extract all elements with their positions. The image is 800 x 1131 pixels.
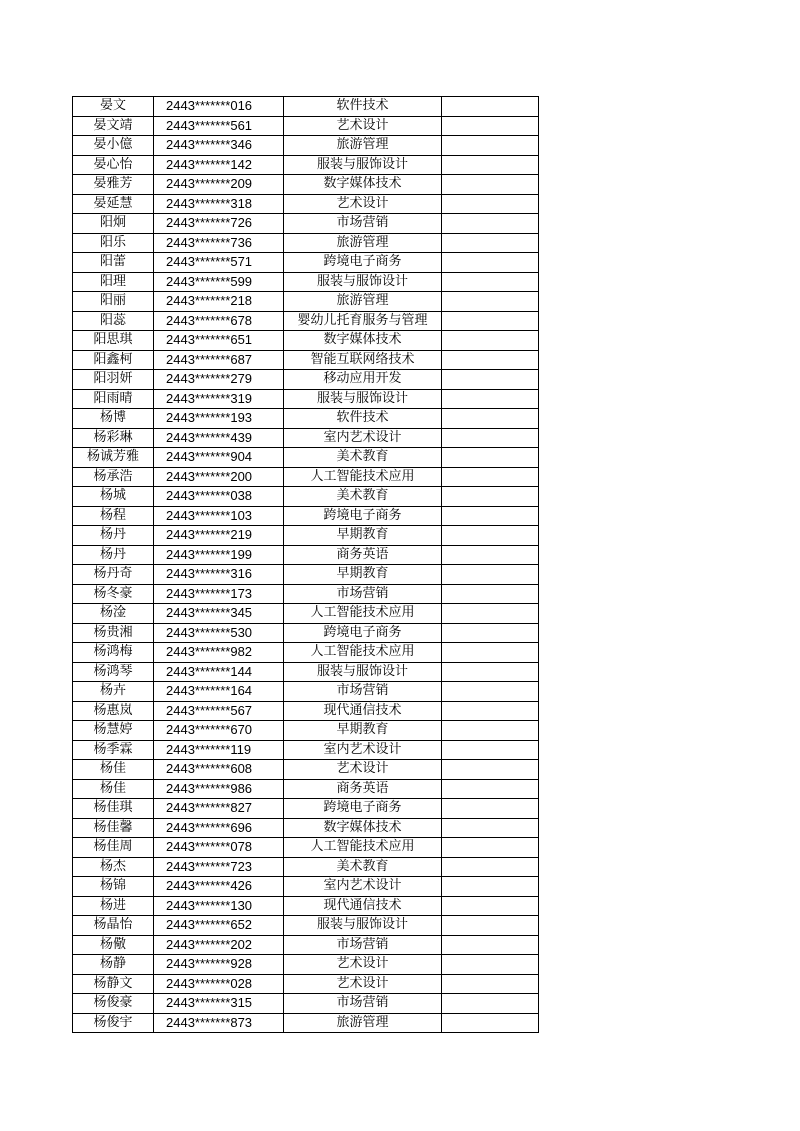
student-name-cell: 杨季霖	[73, 740, 154, 760]
major-cell: 旅游管理	[284, 136, 442, 156]
student-id-cell: 2443*******651	[154, 331, 284, 351]
student-name-cell: 杨慧婷	[73, 721, 154, 741]
table-row	[73, 253, 539, 273]
table-row	[73, 916, 539, 936]
student-id-cell: 2443*******279	[154, 370, 284, 390]
blank-cell	[442, 818, 539, 838]
major-cell: 跨境电子商务	[284, 799, 442, 819]
student-id-cell: 2443*******119	[154, 740, 284, 760]
major-cell: 室内艺术设计	[284, 740, 442, 760]
blank-cell	[442, 155, 539, 175]
blank-cell	[442, 331, 539, 351]
table-row	[73, 194, 539, 214]
student-name-cell: 杨儆	[73, 935, 154, 955]
blank-cell	[442, 409, 539, 429]
table-row	[73, 448, 539, 468]
student-id-cell: 2443*******319	[154, 389, 284, 409]
table-row	[73, 487, 539, 507]
student-name-cell: 杨承浩	[73, 467, 154, 487]
student-name-cell: 杨博	[73, 409, 154, 429]
major-cell: 数字媒体技术	[284, 175, 442, 195]
student-id-cell: 2443*******723	[154, 857, 284, 877]
student-id-cell: 2443*******218	[154, 292, 284, 312]
major-cell: 市场营销	[284, 994, 442, 1014]
major-cell: 移动应用开发	[284, 370, 442, 390]
major-cell: 艺术设计	[284, 955, 442, 975]
student-id-cell: 2443*******209	[154, 175, 284, 195]
blank-cell	[442, 467, 539, 487]
student-name-cell: 杨丹	[73, 526, 154, 546]
student-roster-table	[72, 96, 539, 1033]
student-id-cell: 2443*******827	[154, 799, 284, 819]
blank-cell	[442, 311, 539, 331]
student-name-cell: 杨诚芳雅	[73, 448, 154, 468]
blank-cell	[442, 955, 539, 975]
student-name-cell: 杨惠岚	[73, 701, 154, 721]
student-id-cell: 2443*******193	[154, 409, 284, 429]
blank-cell	[442, 604, 539, 624]
blank-cell	[442, 838, 539, 858]
blank-cell	[442, 877, 539, 897]
student-name-cell: 阳思琪	[73, 331, 154, 351]
student-name-cell: 晏心怡	[73, 155, 154, 175]
major-cell: 数字媒体技术	[284, 331, 442, 351]
major-cell: 跨境电子商务	[284, 623, 442, 643]
student-name-cell: 阳炯	[73, 214, 154, 234]
table-row	[73, 974, 539, 994]
blank-cell	[442, 272, 539, 292]
table-row	[73, 97, 539, 117]
blank-cell	[442, 350, 539, 370]
student-id-cell: 2443*******567	[154, 701, 284, 721]
student-name-cell: 杨冬豪	[73, 584, 154, 604]
table-row	[73, 155, 539, 175]
blank-cell	[442, 487, 539, 507]
student-name-cell: 杨晶怡	[73, 916, 154, 936]
student-id-cell: 2443*******318	[154, 194, 284, 214]
major-cell: 商务英语	[284, 545, 442, 565]
major-cell: 服装与服饰设计	[284, 662, 442, 682]
blank-cell	[442, 136, 539, 156]
student-name-cell: 杨锦	[73, 877, 154, 897]
major-cell: 人工智能技术应用	[284, 643, 442, 663]
table-row	[73, 1013, 539, 1033]
student-id-cell: 2443*******130	[154, 896, 284, 916]
student-id-cell: 2443*******202	[154, 935, 284, 955]
major-cell: 跨境电子商务	[284, 253, 442, 273]
table-row	[73, 682, 539, 702]
student-id-cell: 2443*******316	[154, 565, 284, 585]
student-id-cell: 2443*******928	[154, 955, 284, 975]
major-cell: 早期教育	[284, 526, 442, 546]
student-name-cell: 阳丽	[73, 292, 154, 312]
student-id-cell: 2443*******345	[154, 604, 284, 624]
major-cell: 服装与服饰设计	[284, 155, 442, 175]
blank-cell	[442, 643, 539, 663]
student-name-cell: 杨俊豪	[73, 994, 154, 1014]
blank-cell	[442, 506, 539, 526]
major-cell: 室内艺术设计	[284, 428, 442, 448]
blank-cell	[442, 857, 539, 877]
table-row	[73, 506, 539, 526]
table-row	[73, 994, 539, 1014]
student-name-cell: 杨佳周	[73, 838, 154, 858]
blank-cell	[442, 623, 539, 643]
table-row	[73, 896, 539, 916]
student-id-cell: 2443*******346	[154, 136, 284, 156]
student-id-cell: 2443*******530	[154, 623, 284, 643]
blank-cell	[442, 799, 539, 819]
student-id-cell: 2443*******038	[154, 487, 284, 507]
student-name-cell: 杨杰	[73, 857, 154, 877]
major-cell: 服装与服饰设计	[284, 272, 442, 292]
blank-cell	[442, 584, 539, 604]
student-id-cell: 2443*******142	[154, 155, 284, 175]
blank-cell	[442, 916, 539, 936]
student-name-cell: 杨佳琪	[73, 799, 154, 819]
major-cell: 美术教育	[284, 857, 442, 877]
table-row	[73, 623, 539, 643]
blank-cell	[442, 994, 539, 1014]
student-name-cell: 阳鑫柯	[73, 350, 154, 370]
student-id-cell: 2443*******219	[154, 526, 284, 546]
major-cell: 智能互联网络技术	[284, 350, 442, 370]
table-row	[73, 214, 539, 234]
student-id-cell: 2443*******144	[154, 662, 284, 682]
major-cell: 美术教育	[284, 448, 442, 468]
student-id-cell: 2443*******736	[154, 233, 284, 253]
major-cell: 服装与服饰设计	[284, 916, 442, 936]
major-cell: 美术教育	[284, 487, 442, 507]
major-cell: 商务英语	[284, 779, 442, 799]
table-row	[73, 857, 539, 877]
table-row	[73, 311, 539, 331]
student-name-cell: 杨鸿琴	[73, 662, 154, 682]
blank-cell	[442, 565, 539, 585]
table-row	[73, 467, 539, 487]
blank-cell	[442, 428, 539, 448]
table-row	[73, 233, 539, 253]
blank-cell	[442, 721, 539, 741]
student-id-cell: 2443*******103	[154, 506, 284, 526]
table-row	[73, 877, 539, 897]
student-name-cell: 杨程	[73, 506, 154, 526]
major-cell: 市场营销	[284, 935, 442, 955]
major-cell: 人工智能技术应用	[284, 604, 442, 624]
table-row	[73, 331, 539, 351]
student-id-cell: 2443*******439	[154, 428, 284, 448]
table-row	[73, 584, 539, 604]
table-row	[73, 740, 539, 760]
student-name-cell: 杨佳	[73, 760, 154, 780]
blank-cell	[442, 370, 539, 390]
blank-cell	[442, 935, 539, 955]
blank-cell	[442, 233, 539, 253]
table-row	[73, 643, 539, 663]
student-name-cell: 杨佳	[73, 779, 154, 799]
blank-cell	[442, 740, 539, 760]
student-id-cell: 2443*******315	[154, 994, 284, 1014]
blank-cell	[442, 526, 539, 546]
table-row	[73, 350, 539, 370]
student-id-cell: 2443*******687	[154, 350, 284, 370]
table-row	[73, 175, 539, 195]
major-cell: 市场营销	[284, 682, 442, 702]
major-cell: 旅游管理	[284, 1013, 442, 1033]
blank-cell	[442, 701, 539, 721]
student-name-cell: 杨贵湘	[73, 623, 154, 643]
student-id-cell: 2443*******078	[154, 838, 284, 858]
table-row	[73, 428, 539, 448]
student-id-cell: 2443*******173	[154, 584, 284, 604]
blank-cell	[442, 175, 539, 195]
major-cell: 软件技术	[284, 97, 442, 117]
table-row	[73, 838, 539, 858]
student-name-cell: 杨丹奇	[73, 565, 154, 585]
table-row	[73, 701, 539, 721]
major-cell: 旅游管理	[284, 233, 442, 253]
student-id-cell: 2443*******199	[154, 545, 284, 565]
major-cell: 婴幼儿托育服务与管理	[284, 311, 442, 331]
student-id-cell: 2443*******678	[154, 311, 284, 331]
table-row	[73, 604, 539, 624]
blank-cell	[442, 974, 539, 994]
table-row	[73, 292, 539, 312]
student-name-cell: 晏文	[73, 97, 154, 117]
major-cell: 室内艺术设计	[284, 877, 442, 897]
blank-cell	[442, 214, 539, 234]
student-id-cell: 2443*******670	[154, 721, 284, 741]
table-row	[73, 526, 539, 546]
table-row	[73, 370, 539, 390]
table-row	[73, 272, 539, 292]
blank-cell	[442, 1013, 539, 1033]
major-cell: 艺术设计	[284, 760, 442, 780]
student-name-cell: 阳羽妍	[73, 370, 154, 390]
major-cell: 数字媒体技术	[284, 818, 442, 838]
student-name-cell: 杨卉	[73, 682, 154, 702]
student-name-cell: 杨淦	[73, 604, 154, 624]
major-cell: 旅游管理	[284, 292, 442, 312]
student-name-cell: 阳雨晴	[73, 389, 154, 409]
student-id-cell: 2443*******028	[154, 974, 284, 994]
student-id-cell: 2443*******016	[154, 97, 284, 117]
student-id-cell: 2443*******986	[154, 779, 284, 799]
student-name-cell: 杨俊宇	[73, 1013, 154, 1033]
blank-cell	[442, 194, 539, 214]
major-cell: 早期教育	[284, 565, 442, 585]
table-row	[73, 662, 539, 682]
student-id-cell: 2443*******426	[154, 877, 284, 897]
major-cell: 软件技术	[284, 409, 442, 429]
table-row	[73, 389, 539, 409]
blank-cell	[442, 682, 539, 702]
blank-cell	[442, 253, 539, 273]
student-id-cell: 2443*******873	[154, 1013, 284, 1033]
student-id-cell: 2443*******696	[154, 818, 284, 838]
table-row	[73, 799, 539, 819]
blank-cell	[442, 896, 539, 916]
blank-cell	[442, 448, 539, 468]
student-id-cell: 2443*******561	[154, 116, 284, 136]
student-name-cell: 阳理	[73, 272, 154, 292]
table-row	[73, 721, 539, 741]
student-id-cell: 2443*******200	[154, 467, 284, 487]
student-id-cell: 2443*******571	[154, 253, 284, 273]
table-row	[73, 779, 539, 799]
major-cell: 艺术设计	[284, 116, 442, 136]
major-cell: 市场营销	[284, 214, 442, 234]
student-name-cell: 杨丹	[73, 545, 154, 565]
major-cell: 早期教育	[284, 721, 442, 741]
student-id-cell: 2443*******164	[154, 682, 284, 702]
blank-cell	[442, 389, 539, 409]
student-id-cell: 2443*******608	[154, 760, 284, 780]
table-row	[73, 955, 539, 975]
major-cell: 人工智能技术应用	[284, 467, 442, 487]
student-name-cell: 晏小億	[73, 136, 154, 156]
student-id-cell: 2443*******599	[154, 272, 284, 292]
blank-cell	[442, 760, 539, 780]
major-cell: 艺术设计	[284, 194, 442, 214]
student-id-cell: 2443*******726	[154, 214, 284, 234]
blank-cell	[442, 779, 539, 799]
student-id-cell: 2443*******982	[154, 643, 284, 663]
student-name-cell: 杨佳馨	[73, 818, 154, 838]
student-name-cell: 晏文靖	[73, 116, 154, 136]
student-id-cell: 2443*******904	[154, 448, 284, 468]
student-name-cell: 杨鸿梅	[73, 643, 154, 663]
table-row	[73, 409, 539, 429]
major-cell: 现代通信技术	[284, 701, 442, 721]
major-cell: 服装与服饰设计	[284, 389, 442, 409]
student-name-cell: 杨静文	[73, 974, 154, 994]
table-row	[73, 565, 539, 585]
student-name-cell: 晏延慧	[73, 194, 154, 214]
blank-cell	[442, 97, 539, 117]
student-name-cell: 阳乐	[73, 233, 154, 253]
table-row	[73, 760, 539, 780]
table-row	[73, 116, 539, 136]
major-cell: 人工智能技术应用	[284, 838, 442, 858]
table-row	[73, 136, 539, 156]
major-cell: 艺术设计	[284, 974, 442, 994]
blank-cell	[442, 545, 539, 565]
student-name-cell: 杨彩琳	[73, 428, 154, 448]
student-name-cell: 杨城	[73, 487, 154, 507]
student-name-cell: 晏雅芳	[73, 175, 154, 195]
blank-cell	[442, 292, 539, 312]
blank-cell	[442, 662, 539, 682]
table-row	[73, 818, 539, 838]
roster-body	[73, 97, 539, 1033]
table-row	[73, 935, 539, 955]
major-cell: 跨境电子商务	[284, 506, 442, 526]
student-name-cell: 杨进	[73, 896, 154, 916]
student-id-cell: 2443*******652	[154, 916, 284, 936]
major-cell: 现代通信技术	[284, 896, 442, 916]
blank-cell	[442, 116, 539, 136]
student-name-cell: 阳蕾	[73, 253, 154, 273]
student-name-cell: 杨静	[73, 955, 154, 975]
major-cell: 市场营销	[284, 584, 442, 604]
student-name-cell: 阳蕊	[73, 311, 154, 331]
table-row	[73, 545, 539, 565]
